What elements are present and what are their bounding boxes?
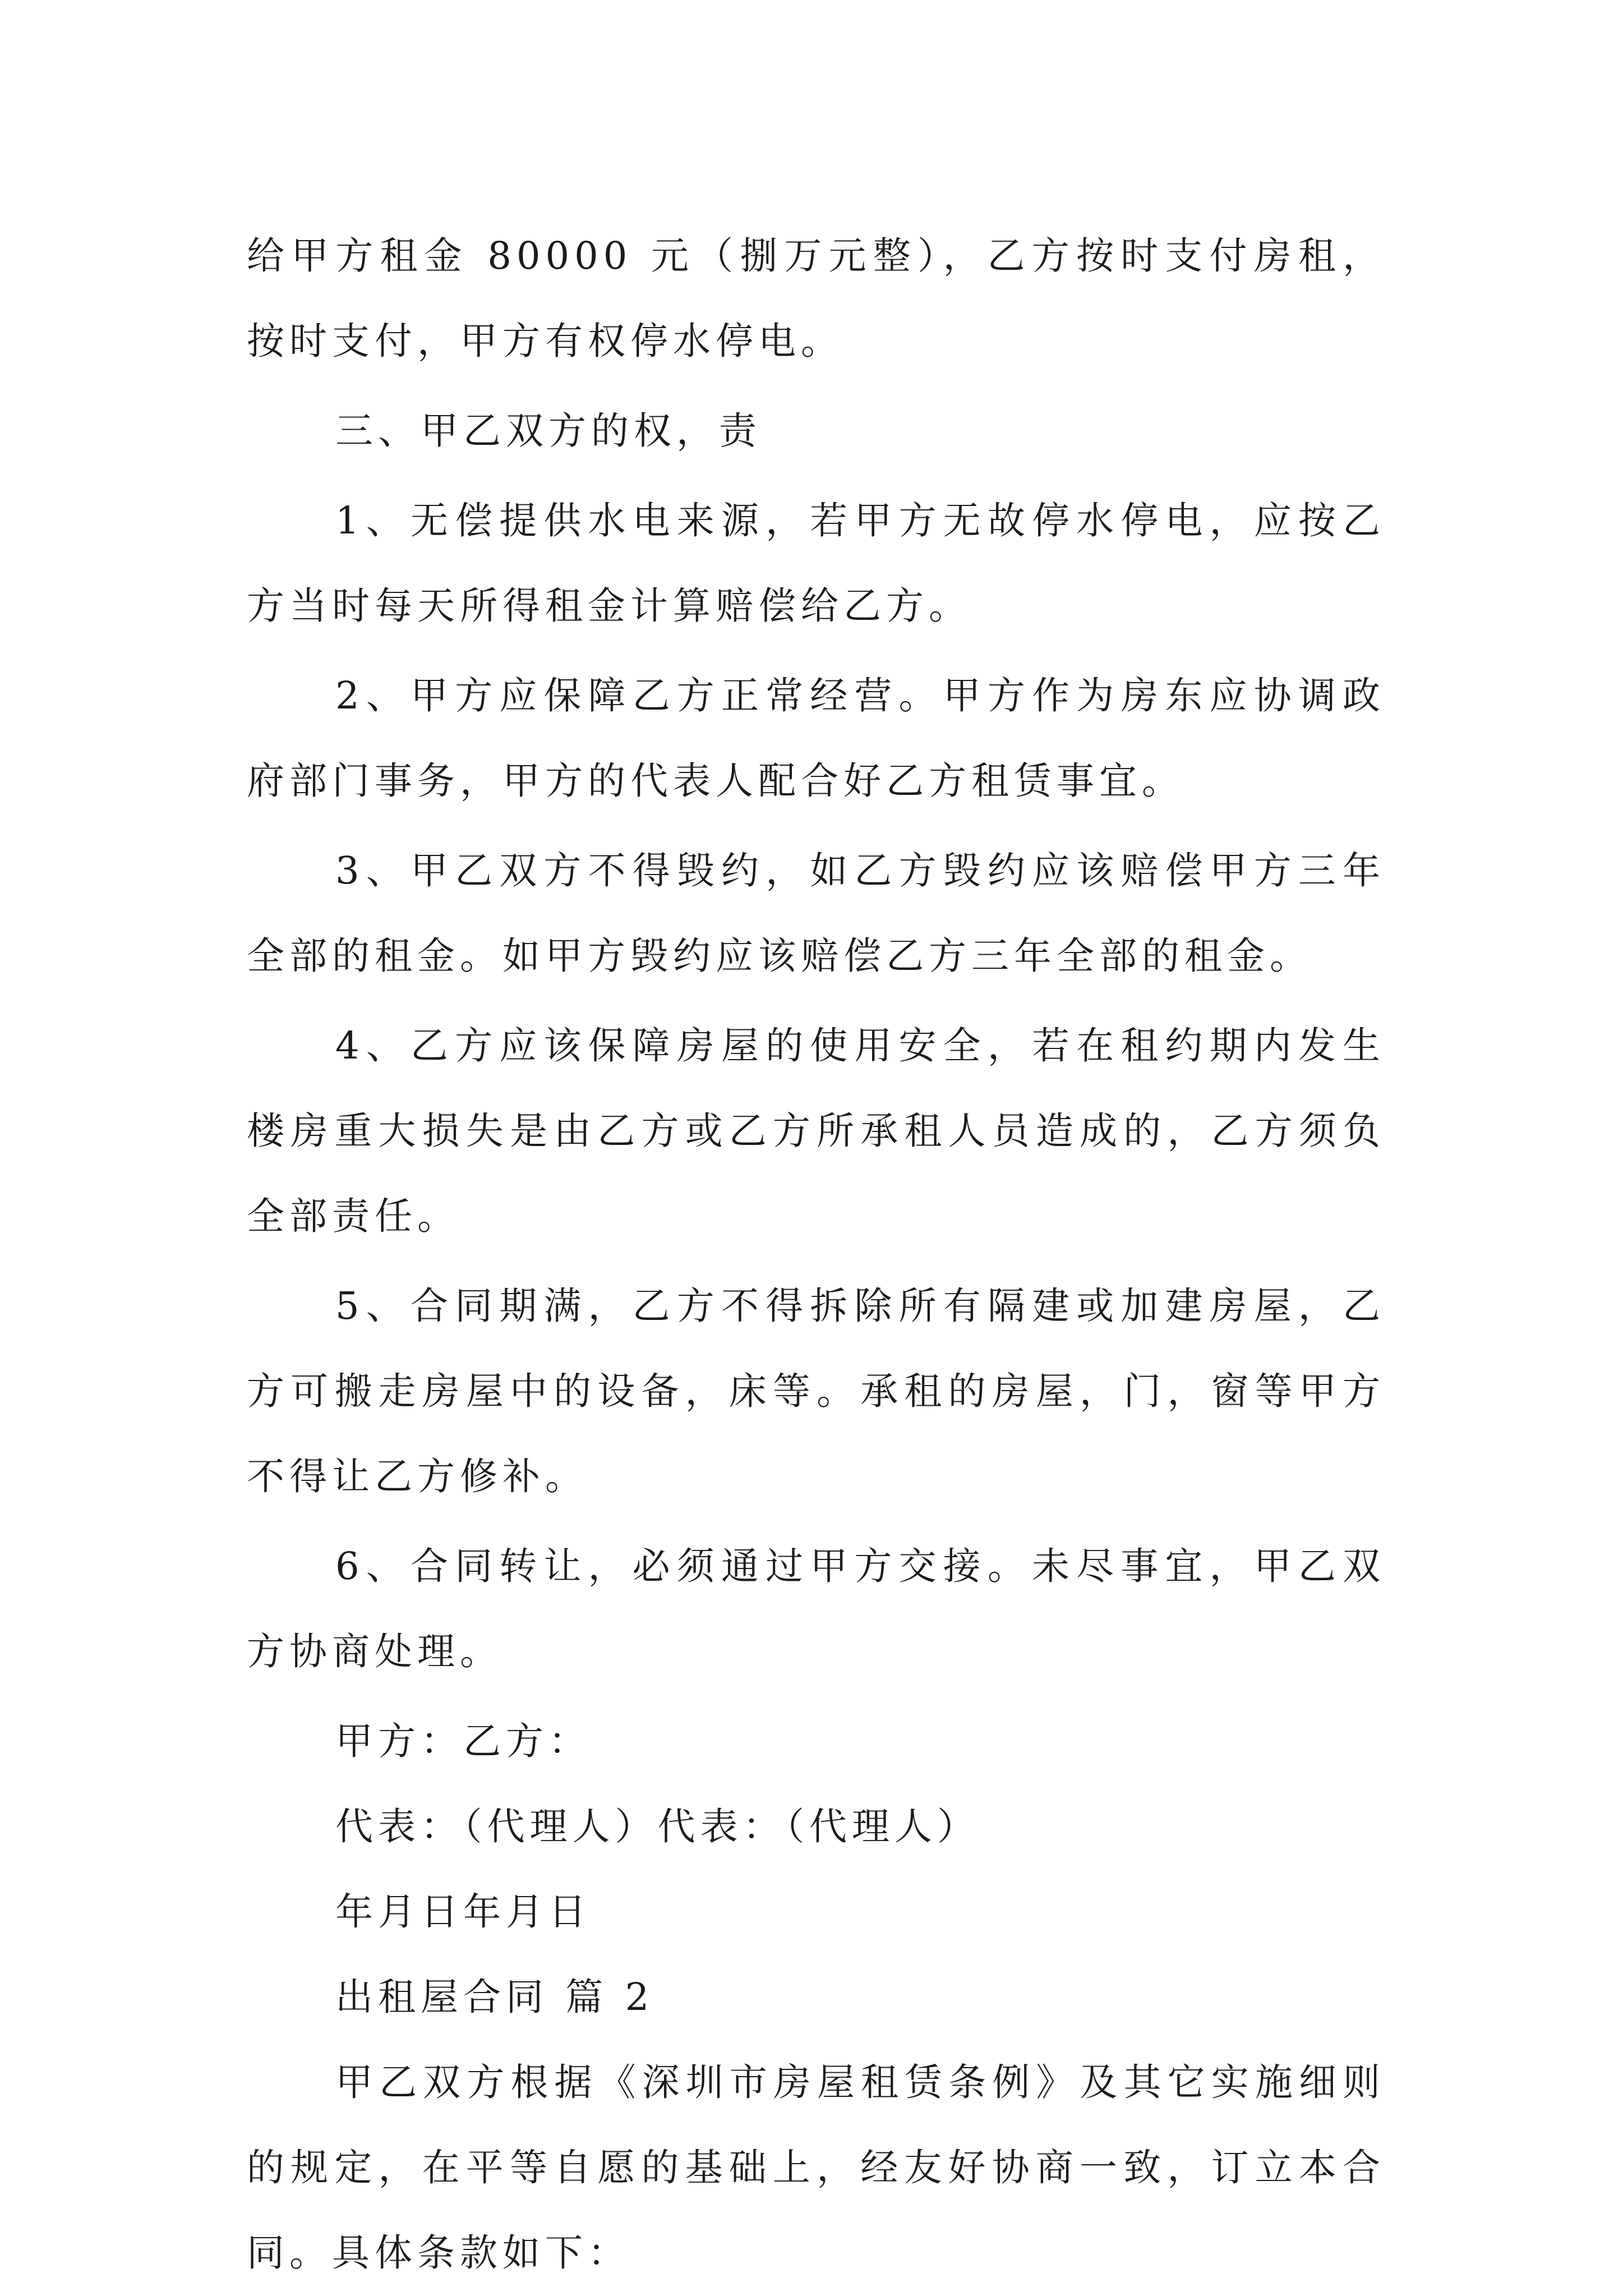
section-heading bbox=[247, 388, 1385, 473]
paragraph-clause-3 bbox=[247, 828, 1385, 999]
text-line: 5、合同期满，乙方不得拆除所有隔建或加建房屋，乙 bbox=[335, 1284, 1385, 1328]
text-line: 按时支付，甲方有权停水停电。 bbox=[247, 319, 843, 363]
text-line: 甲方：乙方： bbox=[335, 1719, 591, 1763]
text-line: 2、甲方应保障乙方正常经营。甲方作为房东应协调政 bbox=[335, 674, 1385, 717]
signature-parties bbox=[247, 1699, 1385, 1784]
text-line: 同。具体条款如下： bbox=[247, 2231, 630, 2275]
paragraph-clause-2 bbox=[247, 653, 1385, 823]
text-line: 方当时每天所得租金计算赔偿给乙方。 bbox=[247, 584, 971, 628]
text-line: 方协商处理。 bbox=[247, 1630, 502, 1673]
text-line: 方可搬走房屋中的设备，床等。承租的房屋，门，窗等甲方 bbox=[247, 1369, 1385, 1413]
text-line: 代表：（代理人）代表：（代理人） bbox=[335, 1805, 980, 1848]
paragraph-clause-6 bbox=[247, 1524, 1385, 1694]
text-line: 年月日年月日 bbox=[335, 1890, 591, 1934]
paragraph-clause-1 bbox=[247, 478, 1385, 648]
paragraph-clause-5 bbox=[247, 1263, 1385, 1519]
text-line: 的规定，在平等自愿的基础上，经友好协商一致，订立本合 bbox=[247, 2146, 1385, 2189]
contract-2-title bbox=[247, 1954, 1385, 2040]
document-page bbox=[247, 213, 1385, 2295]
text-line: 楼房重大损失是由乙方或乙方所承租人员造成的，乙方须负 bbox=[247, 1109, 1385, 1153]
paragraph-rent-payment bbox=[247, 213, 1385, 384]
text-line: 三、甲乙双方的权，责 bbox=[335, 409, 762, 453]
text-line: 6、合同转让，必须通过甲方交接。未尽事宜，甲乙双 bbox=[335, 1544, 1385, 1588]
signature-dates bbox=[247, 1869, 1385, 1954]
text-line: 不得让乙方修补。 bbox=[247, 1455, 588, 1498]
text-line: 府部门事务，甲方的代表人配合好乙方租赁事宜。 bbox=[247, 759, 1184, 803]
text-line: 全部责任。 bbox=[247, 1194, 460, 1238]
text-line: 全部的租金。如甲方毁约应该赔偿乙方三年全部的租金。 bbox=[247, 934, 1312, 978]
text-line: 出租屋合同 篇 2 bbox=[335, 1975, 654, 2019]
signature-representatives bbox=[247, 1784, 1385, 1869]
text-line: 4、乙方应该保障房屋的使用安全，若在租约期内发生 bbox=[335, 1024, 1385, 1068]
text-line: 1、无偿提供水电来源，若甲方无故停水停电，应按乙 bbox=[335, 499, 1385, 542]
text-line: 给甲方租金 80000 元（捌万元整），乙方按时支付房租， bbox=[247, 234, 1385, 278]
paragraph-contract-2-intro bbox=[247, 2040, 1385, 2295]
text-line: 甲乙双方根据《深圳市房屋租赁条例》及其它实施细则 bbox=[335, 2060, 1385, 2104]
paragraph-clause-4 bbox=[247, 1003, 1385, 1259]
text-line: 3、甲乙双方不得毁约，如乙方毁约应该赔偿甲方三年 bbox=[335, 849, 1385, 892]
